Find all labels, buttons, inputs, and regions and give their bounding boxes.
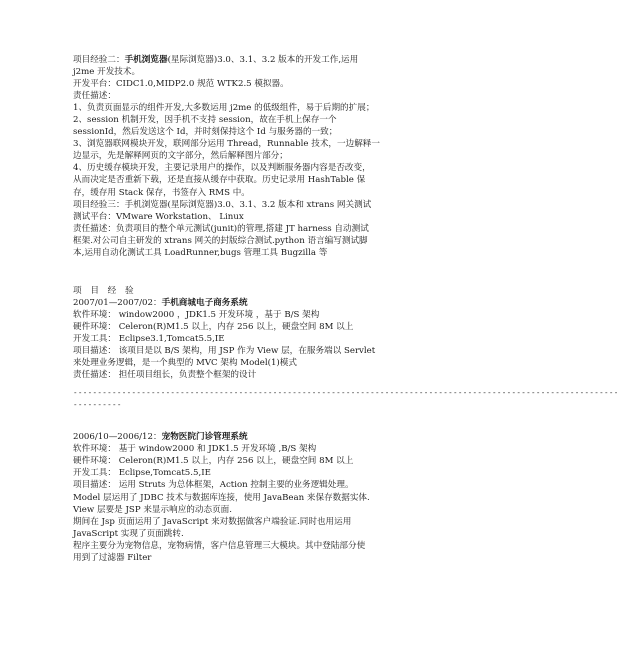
project-two-duty-line: 从而决定是否重新下载，还是直接从缓存中获取。历史记录用 HashTable 保 [73, 175, 366, 186]
ecommerce-desc-line: 来处理业务逻辑，是一个典型的 MVC 架构 Model(1)模式 [73, 358, 297, 369]
hospital-desc-line: View 层要是 JSP 来显示响应的动态页面. [73, 504, 233, 515]
hospital-desc-line: 期间在 Jsp 页面运用了 JavaScript 来对数据做客户端验证.同时也用运用 [73, 516, 352, 527]
project-two-title-cont: j2me 开发技术。 [73, 67, 141, 78]
experience-heading: 项 目 经 验 [73, 285, 137, 296]
ecommerce-period: 2007/01—2007/02： [73, 297, 162, 308]
project-three-desc-line: 责任描述：负责项目的整个单元测试(junit)的管理,搭建 JT harness 自动测试 [73, 223, 369, 234]
ecommerce-name: 手机商城电子商务系统 [161, 297, 248, 308]
ecommerce-duty: 责任描述： 担任项目组长，负责整个框架的设计 [73, 370, 257, 381]
project-two-duty-line: 2、session 机制开发，因手机不支持 session，故在手机上保存一个 [73, 115, 337, 126]
hospital-desc-line: Model 层运用了 JDBC 技术与数据库连接，使用 JavaBean 来保存数据实体. [73, 492, 370, 503]
project-three-desc-line: 本,运用自动化测试工具 LoadRunner,bugs 管理工具 Bugzilla 等 [73, 247, 328, 258]
hospital-desc-line: JavaScript 实现了页面跳转. [73, 528, 184, 539]
ecommerce-dev-tools: 开发工具： Eclipse3.1,Tomcat5.5,IE [73, 333, 225, 344]
hospital-name: 宠物医院门诊管理系统 [161, 432, 248, 443]
project-two-platform: 开发平台：CIDC1.0,MIDP2.0 规范 WTK2.5 模拟器。 [73, 79, 289, 90]
resume-page [73, 54, 619, 564]
hospital-project-title [73, 431, 413, 443]
project-two-duty-line: sessionId，然后发送这个 Id，并时刻保持这个 Id 与服务器的一致； [73, 127, 338, 138]
project-three-title: 项目经验三：手机浏览器(星际浏览器)3.0、3.1、3.2 版本和 xtrans 网关测试 [73, 199, 372, 210]
project-three-desc-line: 框架.对公司自主研发的 xtrans 网关的封版综合测试.python 语言编写测试脚 [73, 235, 368, 246]
project-two-title [73, 54, 413, 66]
ecommerce-desc-line: 项目描述： 该项目是以 B/S 架构，用 JSP 作为 View 层，在服务端以 Servlet [73, 346, 376, 357]
project-two-title-prefix: 项目经验二： [73, 55, 125, 65]
hospital-hardware-env: 硬件环境： Celeron(R)M1.5 以上，内存 256 以上，硬盘空间 8M 以上 [73, 456, 354, 467]
spacer [73, 411, 413, 431]
ecommerce-project-section [73, 297, 413, 381]
hospital-dev-tools: 开发工具： Eclipse,Tomcat5.5,IE [73, 468, 211, 479]
project-two-duty-line: 3、浏览器联网模块开发，联网部分运用 Thread，Runnable 技术，一边解释一 [73, 139, 380, 150]
project-two-duty-line: 4、历史缓存模块开发，主要记录用户的操作，以及判断服务器内容是否改变， [73, 163, 371, 174]
project-two-title-bold: 手机浏览器 [124, 55, 168, 65]
spacer [73, 259, 413, 279]
separator-line-tail: ---------- [73, 400, 122, 410]
hospital-project-section [73, 431, 413, 564]
hospital-period: 2006/10—2006/12： [73, 432, 162, 443]
project-two-duty-label: 责任描述： [73, 91, 116, 102]
hospital-desc-line: 用到了过滤器 Filter [73, 552, 152, 563]
project-two-section [73, 54, 413, 199]
hospital-software-env: 软件环境： 基于 window2000 和 JDK1.5 开发环境 ,B/S 架构 [73, 444, 317, 455]
hospital-desc-line: 项目描述： 运用 Struts 为总体框架，Action 控制主要的业务逻辑处理。 [73, 480, 354, 491]
project-two-duty-line: 存，缓存用 Stack 保存，书签存入 RMS 中。 [73, 187, 250, 198]
project-three-platform: 测试平台：VMware Workstation、 Linux [73, 211, 244, 222]
ecommerce-software-env: 软件环境： window2000 ，JDK1.5 开发环境 ，基于 B/S 架构 [73, 309, 320, 320]
hospital-desc-line: 程序主要分为宠物信息，宠物病情，客户信息管理三大模块。其中登陆部分使 [73, 540, 366, 551]
project-three-section [73, 199, 413, 259]
ecommerce-project-title [73, 297, 413, 309]
project-two-duty-line: 边显示，先是解释网页的文字部分，然后解释图片部分； [73, 151, 288, 162]
separator-line: ---------------------------------------------------------------------------------------------------------------- [73, 388, 619, 398]
project-two-title-rest: (星际浏览器)3.0、3.1、3.2 版本的开发工作,运用 [167, 55, 359, 65]
ecommerce-hardware-env: 硬件环境： Celeron(R)M1.5 以上，内存 256 以上，硬盘空间 8M 以上 [73, 321, 354, 332]
project-two-duty-line: 1、负责页面显示的组件开发,大多数运用 j2me 的低级组件，易于后期的扩展； [73, 103, 375, 114]
